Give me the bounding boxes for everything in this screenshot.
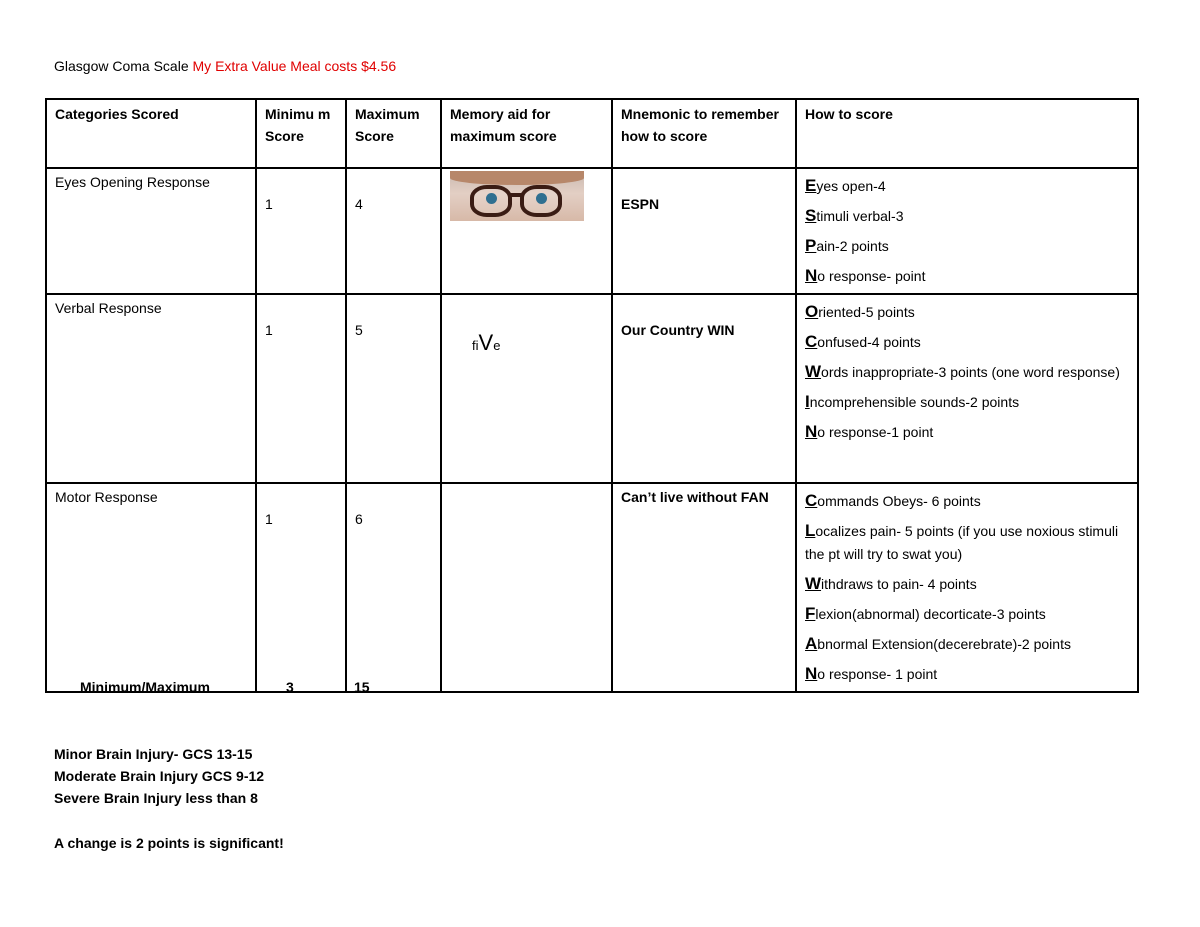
header-categories: Categories Scored: [46, 99, 256, 168]
score-line: Eyes open-4: [805, 176, 886, 195]
header-max: Maximum Score: [346, 99, 441, 168]
category-cell: Verbal Response: [46, 294, 256, 483]
min-cell: 1: [256, 294, 346, 483]
severity-severe: Severe Brain Injury less than 8: [54, 790, 258, 806]
mnemonic-cell: ESPN: [612, 168, 796, 294]
header-min: Minimu m Score: [256, 99, 346, 168]
score-line: Localizes pain- 5 points (if you use noxious stimuli the pt will try to swat you): [805, 521, 1119, 562]
score-line: Words inappropriate-3 points (one word response): [805, 362, 1120, 381]
header-mnemonic: Mnemonic to remember how to score: [612, 99, 796, 168]
totals-min: 3: [286, 679, 294, 695]
score-line: Stimuli verbal-3: [805, 206, 904, 225]
memory-aid-cell: [441, 168, 612, 294]
max-cell: 4: [346, 168, 441, 294]
min-cell: 1: [256, 168, 346, 294]
score-line: Oriented-5 points: [805, 302, 915, 321]
gcs-table: [45, 98, 1139, 693]
title-red: My Extra Value Meal costs $4.56: [192, 58, 397, 74]
score-line: Flexion(abnormal) decorticate-3 points: [805, 604, 1046, 623]
severity-moderate: Moderate Brain Injury GCS 9-12: [54, 768, 265, 784]
header-row: [46, 99, 1138, 168]
eyes-glasses-image: [450, 171, 584, 221]
max-cell: 5: [346, 294, 441, 483]
memory-aid-cell: [441, 294, 612, 483]
mnemonic-cell: Can’t live without FAN: [612, 483, 796, 692]
score-line: Withdraws to pain- 4 points: [805, 574, 977, 593]
page-title: [54, 58, 396, 74]
severity-minor: Minor Brain Injury- GCS 13-15: [54, 746, 253, 762]
category-cell: Eyes Opening Response: [46, 168, 256, 294]
five-memory-aid: fiVe: [472, 330, 501, 355]
score-line: Pain-2 points: [805, 236, 889, 255]
header-memory-aid: Memory aid for maximum score: [441, 99, 612, 168]
max-cell: 6: [346, 483, 441, 692]
score-line: No response- 1 point: [805, 664, 938, 683]
significance-note: A change is 2 points is significant!: [54, 835, 284, 851]
score-line: No response-1 point: [805, 422, 934, 441]
totals-max: 15: [354, 679, 370, 695]
how-to-score-cell: [796, 483, 1138, 692]
table-row: [46, 483, 1138, 692]
mnemonic-cell: Our Country WIN: [612, 294, 796, 483]
score-line: Incomprehensible sounds-2 points: [805, 392, 1020, 411]
score-line: Confused-4 points: [805, 332, 921, 351]
title-black: Glasgow Coma Scale: [54, 58, 193, 74]
score-line: Abnormal Extension(decerebrate)-2 points: [805, 634, 1071, 653]
memory-aid-cell: [441, 483, 612, 692]
table-row: [46, 294, 1138, 483]
score-line: Commands Obeys- 6 points: [805, 491, 981, 510]
how-to-score-cell: [796, 168, 1138, 294]
score-line: No response- point: [805, 266, 926, 285]
category-cell: Motor Response: [46, 483, 256, 692]
min-cell: 1: [256, 483, 346, 692]
totals-label: Minimum/Maximum: [80, 679, 210, 695]
how-to-score-cell: [796, 294, 1138, 483]
header-how-to-score: How to score: [796, 99, 1138, 168]
table-row: [46, 168, 1138, 294]
